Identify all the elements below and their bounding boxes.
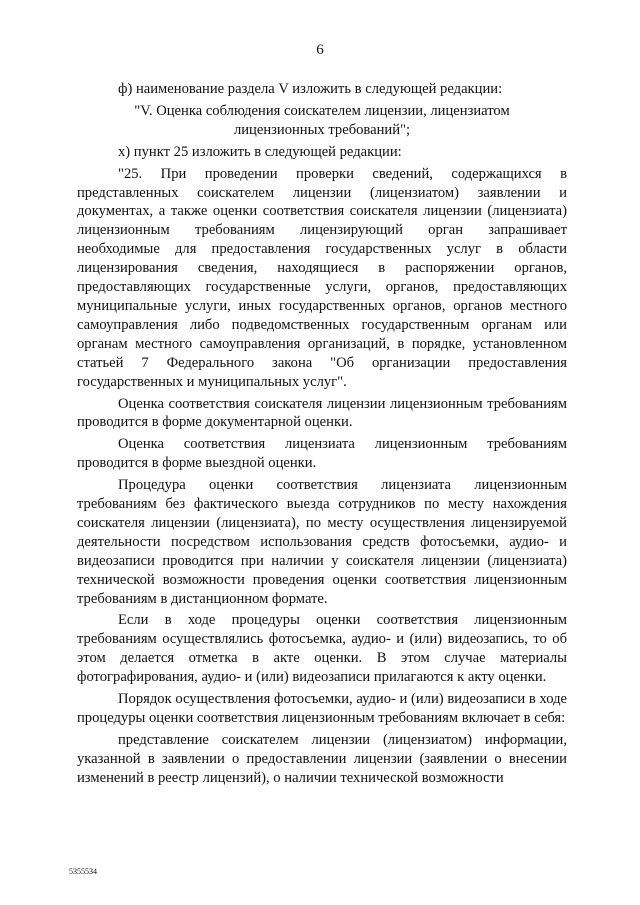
page-number: 6 bbox=[316, 42, 324, 58]
paragraph-point-25-instruction: х) пункт 25 изложить в следующей редакции: bbox=[118, 143, 402, 160]
paragraph-section-v-title: "V. Оценка соблюдения соискателем лицензии, лицензиатом лицензионных требований"; bbox=[134, 102, 510, 138]
paragraph-section-v-instruction: ф) наименование раздела V изложить в следующей редакции: bbox=[118, 81, 503, 97]
paragraph-point-25: "25. При проведении проверки сведений, содержащихся в представленных соискателем лицензии (лицензиатом) заявлении и документах, а также оценки соответствия соискателя лицензии (лицензиата) лицензионным требованиям лицензирующий орган запрашивает необходимые для предоставления государственных услуг в области лицензирования сведения, находящиеся в распоряжении органов, предоставляющих государственные услуги, органов, предоставляющих муниципальные услуги, иных государственных органов, органов местного самоуправления либо подведомственных государственным органам или органам местного самоуправления организаций, в порядке, установленном статьей 7 Федерального закона "Об организации предоставления государственных и муниципальных услуг". bbox=[77, 165, 567, 390]
paragraph-documentary-assessment: Оценка соответствия соискателя лицензии лицензионным требованиям проводится в форме документарной оценки. bbox=[77, 395, 567, 431]
paragraph-recording-order: Порядок осуществления фотосъемки, аудио- и (или) видеозаписи в ходе процедуры оценки соответствия лицензионным требованиям включает в себя: bbox=[77, 691, 567, 726]
paragraph-recording-note: Если в ходе процедуры оценки соответствия лицензионным требованиям осуществлялись фотосъемка, аудио- и (или) видеозапись, то об этом делается отметка в акте оценки. В этом случае материалы фотографирования, аудио- и (или) видеозаписи прилагаются к акту оценки. bbox=[77, 612, 567, 686]
document-body bbox=[77, 80, 567, 791]
paragraph-information-submission: представление соискателем лицензии (лицензиатом) информации, указанной в заявлении о предоставлении лицензии (заявлении о внесении изменений в реестр лицензий), о наличии технической возможности bbox=[77, 731, 567, 786]
footer-code: 5355534 bbox=[69, 867, 97, 876]
paragraph-remote-procedure: Процедура оценки соответствия лицензиата лицензионным требованиям без фактического выезда сотрудников по месту нахождения соискателя лицензии (лицензиата), по месту осуществления лицензируемой деятельности посредством использования средств фотосъемки, аудио- и видеозаписи проводится при наличии у соискателя лицензии (лицензиата) технической возможности проведения оценки соответствия лицензионным требованиям в дистанционном формате. bbox=[77, 477, 567, 607]
paragraph-onsite-assessment: Оценка соответствия лицензиата лицензионным требованиям проводится в форме выездной оценки. bbox=[77, 436, 567, 472]
